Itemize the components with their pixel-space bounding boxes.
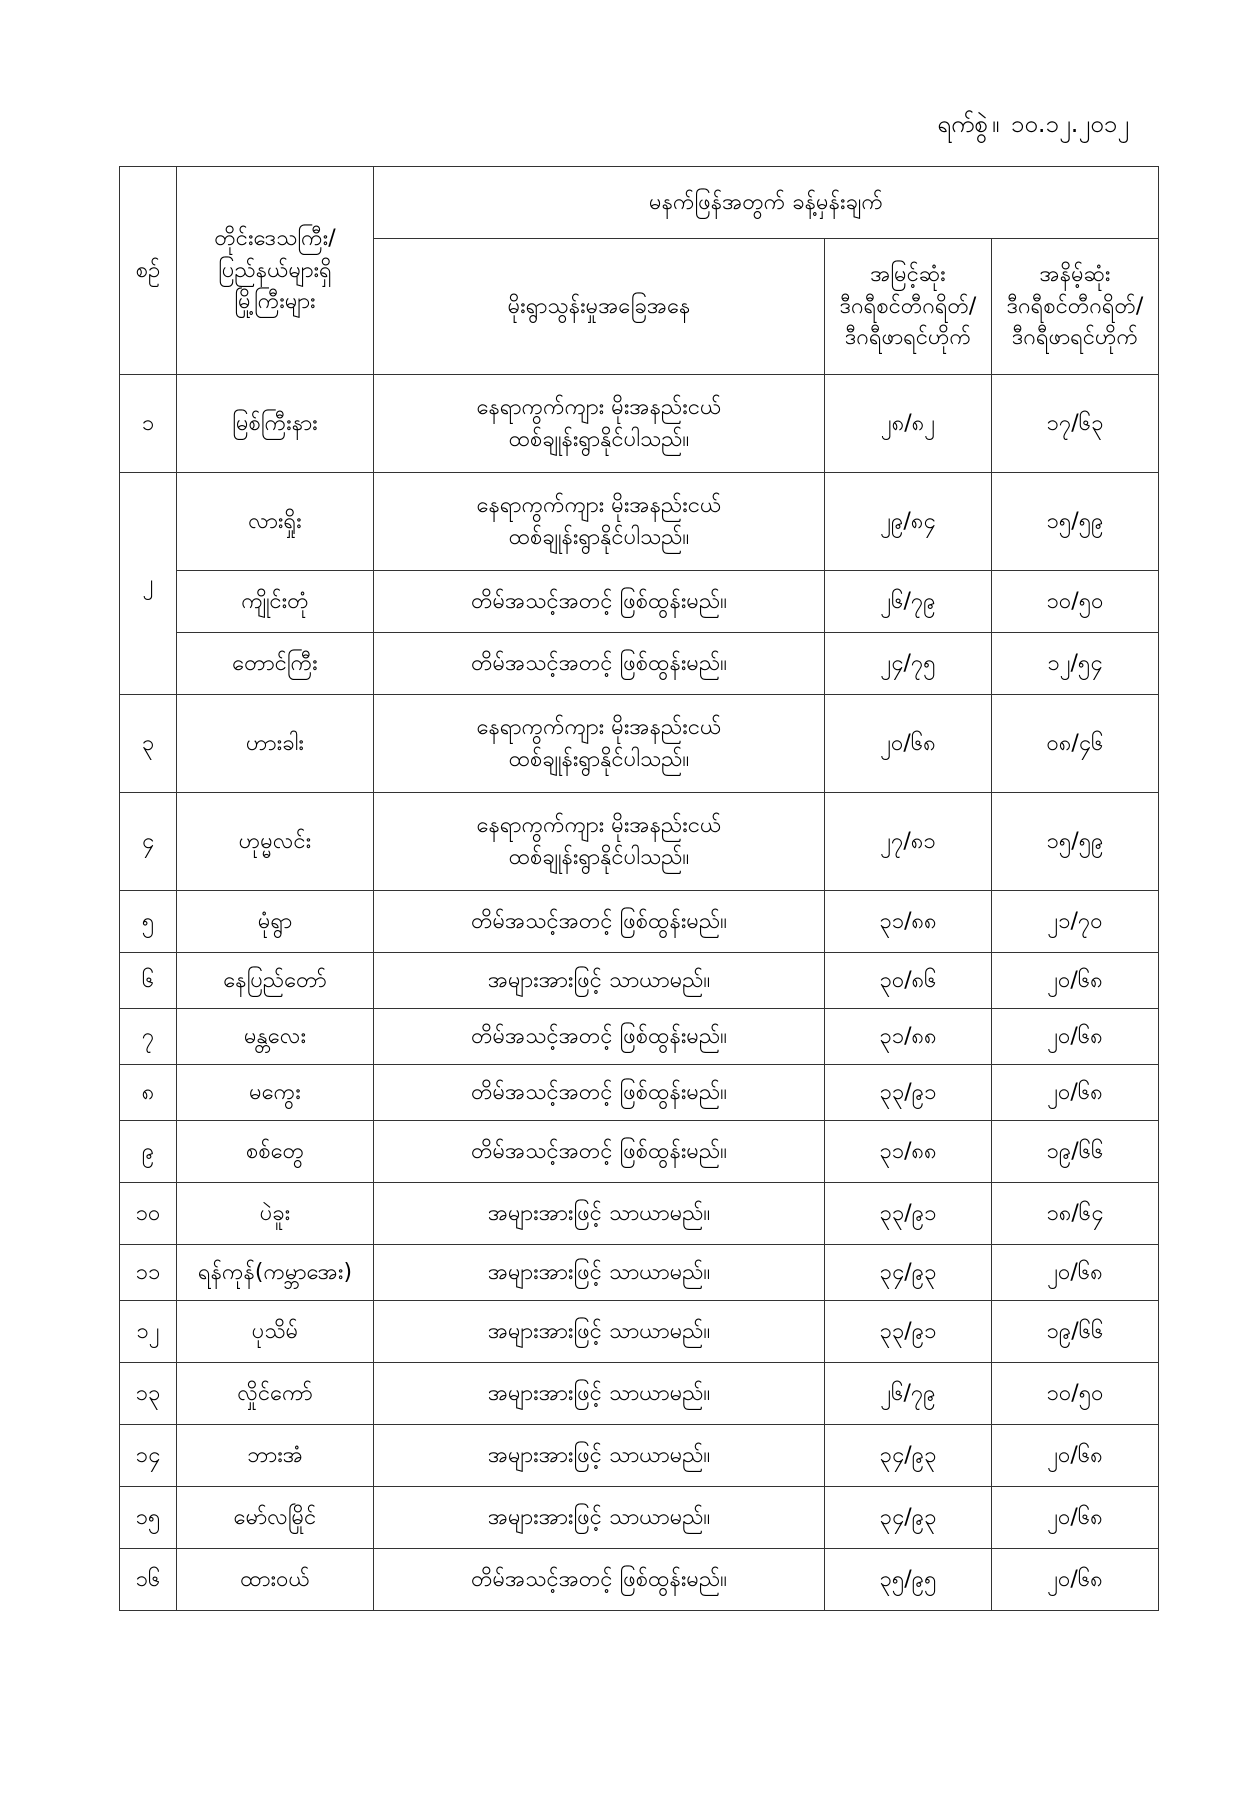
cell-condition: တိမ်အသင့်အတင့် ဖြစ်ထွန်းမည်။ [374,1009,825,1065]
header-min-temp [992,239,1159,375]
table-row [120,1487,1159,1549]
cell-city: တောင်ကြီး [177,633,374,695]
condition-line: နေရာကွက်ကျား မိုးအနည်းငယ် [476,394,722,420]
cell-min-temp: ၀၈/၄၆ [992,695,1159,793]
cell-condition: တိမ်အသင့်အတင့် ဖြစ်ထွန်းမည်။ [374,633,825,695]
table-row [120,633,1159,695]
cell-serial: ၂ [120,473,177,695]
cell-min-temp: ၂၀/၆၈ [992,1425,1159,1487]
cell-condition: အများအားဖြင့် သာယာမည်။ [374,1363,825,1425]
header-forecast-group: မနက်ဖြန်အတွက် ခန့်မှန်းချက် [374,167,1159,239]
cell-min-temp: ၂၀/၆၈ [992,1487,1159,1549]
cell-city: ရန်ကုန်(ကမ္ဘာအေး) [177,1245,374,1301]
cell-max-temp: ၂၆/၇၉ [825,1363,992,1425]
cell-max-temp: ၃၄/၉၃ [825,1425,992,1487]
cell-max-temp: ၃၁/၈၈ [825,1121,992,1183]
condition-line: ထစ်ချုန်းရွာနိုင်ပါသည်။ [508,844,690,870]
cell-max-temp: ၃၃/၉၁ [825,1183,992,1245]
cell-condition: အများအားဖြင့် သာယာမည်။ [374,1245,825,1301]
header-region-line: မြို့ကြီးများ [234,289,316,315]
cell-max-temp: ၃၃/၉၁ [825,1065,992,1121]
table-row [120,1425,1159,1487]
cell-condition [374,473,825,571]
cell-min-temp: ၂၀/၆၈ [992,1065,1159,1121]
date-line [937,108,1129,144]
date-separator: ။ [991,110,1000,138]
table-row [120,1363,1159,1425]
cell-max-temp: ၂၄/၇၅ [825,633,992,695]
cell-max-temp: ၃၄/၉၃ [825,1487,992,1549]
condition-line: နေရာကွက်ကျား မိုးအနည်းငယ် [476,812,722,838]
cell-city: လားရှိုး [177,473,374,571]
condition-line: နေရာကွက်ကျား မိုးအနည်းငယ် [476,492,722,518]
cell-max-temp: ၃၁/၈၈ [825,1009,992,1065]
header-region [177,167,374,375]
header-max-line: ဒီဂရီဖာရင်ဟိုက် [844,325,972,351]
cell-max-temp: ၃၄/၉၃ [825,1245,992,1301]
header-min-line: ဒီဂရီဖာရင်ဟိုက် [1011,325,1139,351]
cell-serial: ၈ [120,1065,177,1121]
table-row [120,695,1159,793]
cell-condition: အများအားဖြင့် သာယာမည်။ [374,953,825,1009]
cell-condition: တိမ်အသင့်အတင့် ဖြစ်ထွန်းမည်။ [374,1065,825,1121]
cell-min-temp: ၁၅/၅၉ [992,793,1159,891]
condition-line: ထစ်ချုန်းရွာနိုင်ပါသည်။ [508,426,690,452]
cell-serial: ၆ [120,953,177,1009]
cell-max-temp: ၃၃/၉၁ [825,1301,992,1363]
table-row [120,891,1159,953]
cell-city: မကွေး [177,1065,374,1121]
header-min-line: ဒီဂရီစင်တီဂရိတ်/ [1006,293,1144,319]
header-min-line: အနိမ့်ဆုံး [1039,261,1111,287]
cell-max-temp: ၂၇/၈၁ [825,793,992,891]
cell-max-temp: ၂၀/၆၈ [825,695,992,793]
cell-max-temp: ၂၉/၈၄ [825,473,992,571]
cell-city: ကျိုင်းတုံ [177,571,374,633]
table-row [120,793,1159,891]
cell-serial: ၁၅ [120,1487,177,1549]
cell-serial: ၁၆ [120,1549,177,1611]
cell-condition: အများအားဖြင့် သာယာမည်။ [374,1425,825,1487]
cell-serial: ၉ [120,1121,177,1183]
cell-condition [374,793,825,891]
cell-city: ထားဝယ် [177,1549,374,1611]
table-row [120,1009,1159,1065]
table-row [120,1549,1159,1611]
cell-serial: ၁၂ [120,1301,177,1363]
cell-min-temp: ၁၇/၆၃ [992,375,1159,473]
cell-min-temp: ၁၀/၅၀ [992,1363,1159,1425]
cell-city: မုံရွာ [177,891,374,953]
header-max-line: ဒီဂရီစင်တီဂရိတ်/ [839,293,977,319]
cell-serial: ၃ [120,695,177,793]
header-region-line: ပြည်နယ်များရှိ [218,257,332,283]
table-row [120,1065,1159,1121]
cell-condition [374,375,825,473]
cell-city: ပုသိမ် [177,1301,374,1363]
condition-line: နေရာကွက်ကျား မိုးအနည်းငယ် [476,714,722,740]
cell-serial: ၁၁ [120,1245,177,1301]
cell-max-temp: ၃၁/၈၈ [825,891,992,953]
header-region-line: တိုင်းဒေသကြီး/ [214,225,336,251]
date-label: ရက်စွဲ [937,110,988,138]
cell-max-temp: ၃၅/၉၅ [825,1549,992,1611]
cell-min-temp: ၁၀/၅၀ [992,571,1159,633]
cell-min-temp: ၂၀/၆၈ [992,953,1159,1009]
cell-city: ပဲခူး [177,1183,374,1245]
cell-city: မော်လမြိုင် [177,1487,374,1549]
cell-city: လှိုင်ကော် [177,1363,374,1425]
table-row [120,1121,1159,1183]
cell-condition [374,695,825,793]
cell-serial: ၁၃ [120,1363,177,1425]
cell-serial: ၁ [120,375,177,473]
cell-serial: ၅ [120,891,177,953]
cell-max-temp: ၂၆/၇၉ [825,571,992,633]
cell-serial: ၇ [120,1009,177,1065]
cell-serial: ၄ [120,793,177,891]
table-row [120,473,1159,571]
cell-condition: တိမ်အသင့်အတင့် ဖြစ်ထွန်းမည်။ [374,571,825,633]
header-max-temp [825,239,992,375]
cell-min-temp: ၁၉/၆၆ [992,1301,1159,1363]
cell-min-temp: ၂၀/၆၈ [992,1549,1159,1611]
table-row [120,1245,1159,1301]
cell-min-temp: ၁၂/၅၄ [992,633,1159,695]
cell-min-temp: ၂၁/၇၀ [992,891,1159,953]
date-value: ၁၀.၁၂.၂၀၁၂ [1010,110,1129,138]
cell-serial: ၁၄ [120,1425,177,1487]
cell-city: မြစ်ကြီးနား [177,375,374,473]
header-row-1 [120,167,1159,239]
cell-min-temp: ၂၀/၆၈ [992,1009,1159,1065]
cell-city: ဟုမ္မလင်း [177,793,374,891]
cell-city: နေပြည်တော် [177,953,374,1009]
header-serial: စဉ် [120,167,177,375]
cell-city: မန္တလေး [177,1009,374,1065]
cell-condition: တိမ်အသင့်အတင့် ဖြစ်ထွန်းမည်။ [374,891,825,953]
table-row [120,375,1159,473]
cell-condition: အများအားဖြင့် သာယာမည်။ [374,1301,825,1363]
cell-min-temp: ၁၈/၆၄ [992,1183,1159,1245]
cell-max-temp: ၂၈/၈၂ [825,375,992,473]
table-row [120,571,1159,633]
header-condition: မိုးရွာသွန်းမှုအခြေအနေ [374,239,825,375]
cell-city: စစ်တွေ [177,1121,374,1183]
condition-line: ထစ်ချုန်းရွာနိုင်ပါသည်။ [508,746,690,772]
cell-max-temp: ၃၀/၈၆ [825,953,992,1009]
cell-condition: အများအားဖြင့် သာယာမည်။ [374,1487,825,1549]
cell-min-temp: ၁၅/၅၉ [992,473,1159,571]
header-max-line: အမြင့်ဆုံး [870,261,946,287]
cell-serial: ၁၀ [120,1183,177,1245]
condition-line: ထစ်ချုန်းရွာနိုင်ပါသည်။ [508,524,690,550]
cell-condition: အများအားဖြင့် သာယာမည်။ [374,1183,825,1245]
cell-min-temp: ၁၉/၆၆ [992,1121,1159,1183]
cell-min-temp: ၂၀/၆၈ [992,1245,1159,1301]
table-row [120,953,1159,1009]
table-row [120,1301,1159,1363]
cell-city: ဟားခါး [177,695,374,793]
table-row [120,1183,1159,1245]
forecast-table [119,166,1159,1611]
cell-condition: တိမ်အသင့်အတင့် ဖြစ်ထွန်းမည်။ [374,1549,825,1611]
cell-city: ဘားအံ [177,1425,374,1487]
cell-condition: တိမ်အသင့်အတင့် ဖြစ်ထွန်းမည်။ [374,1121,825,1183]
